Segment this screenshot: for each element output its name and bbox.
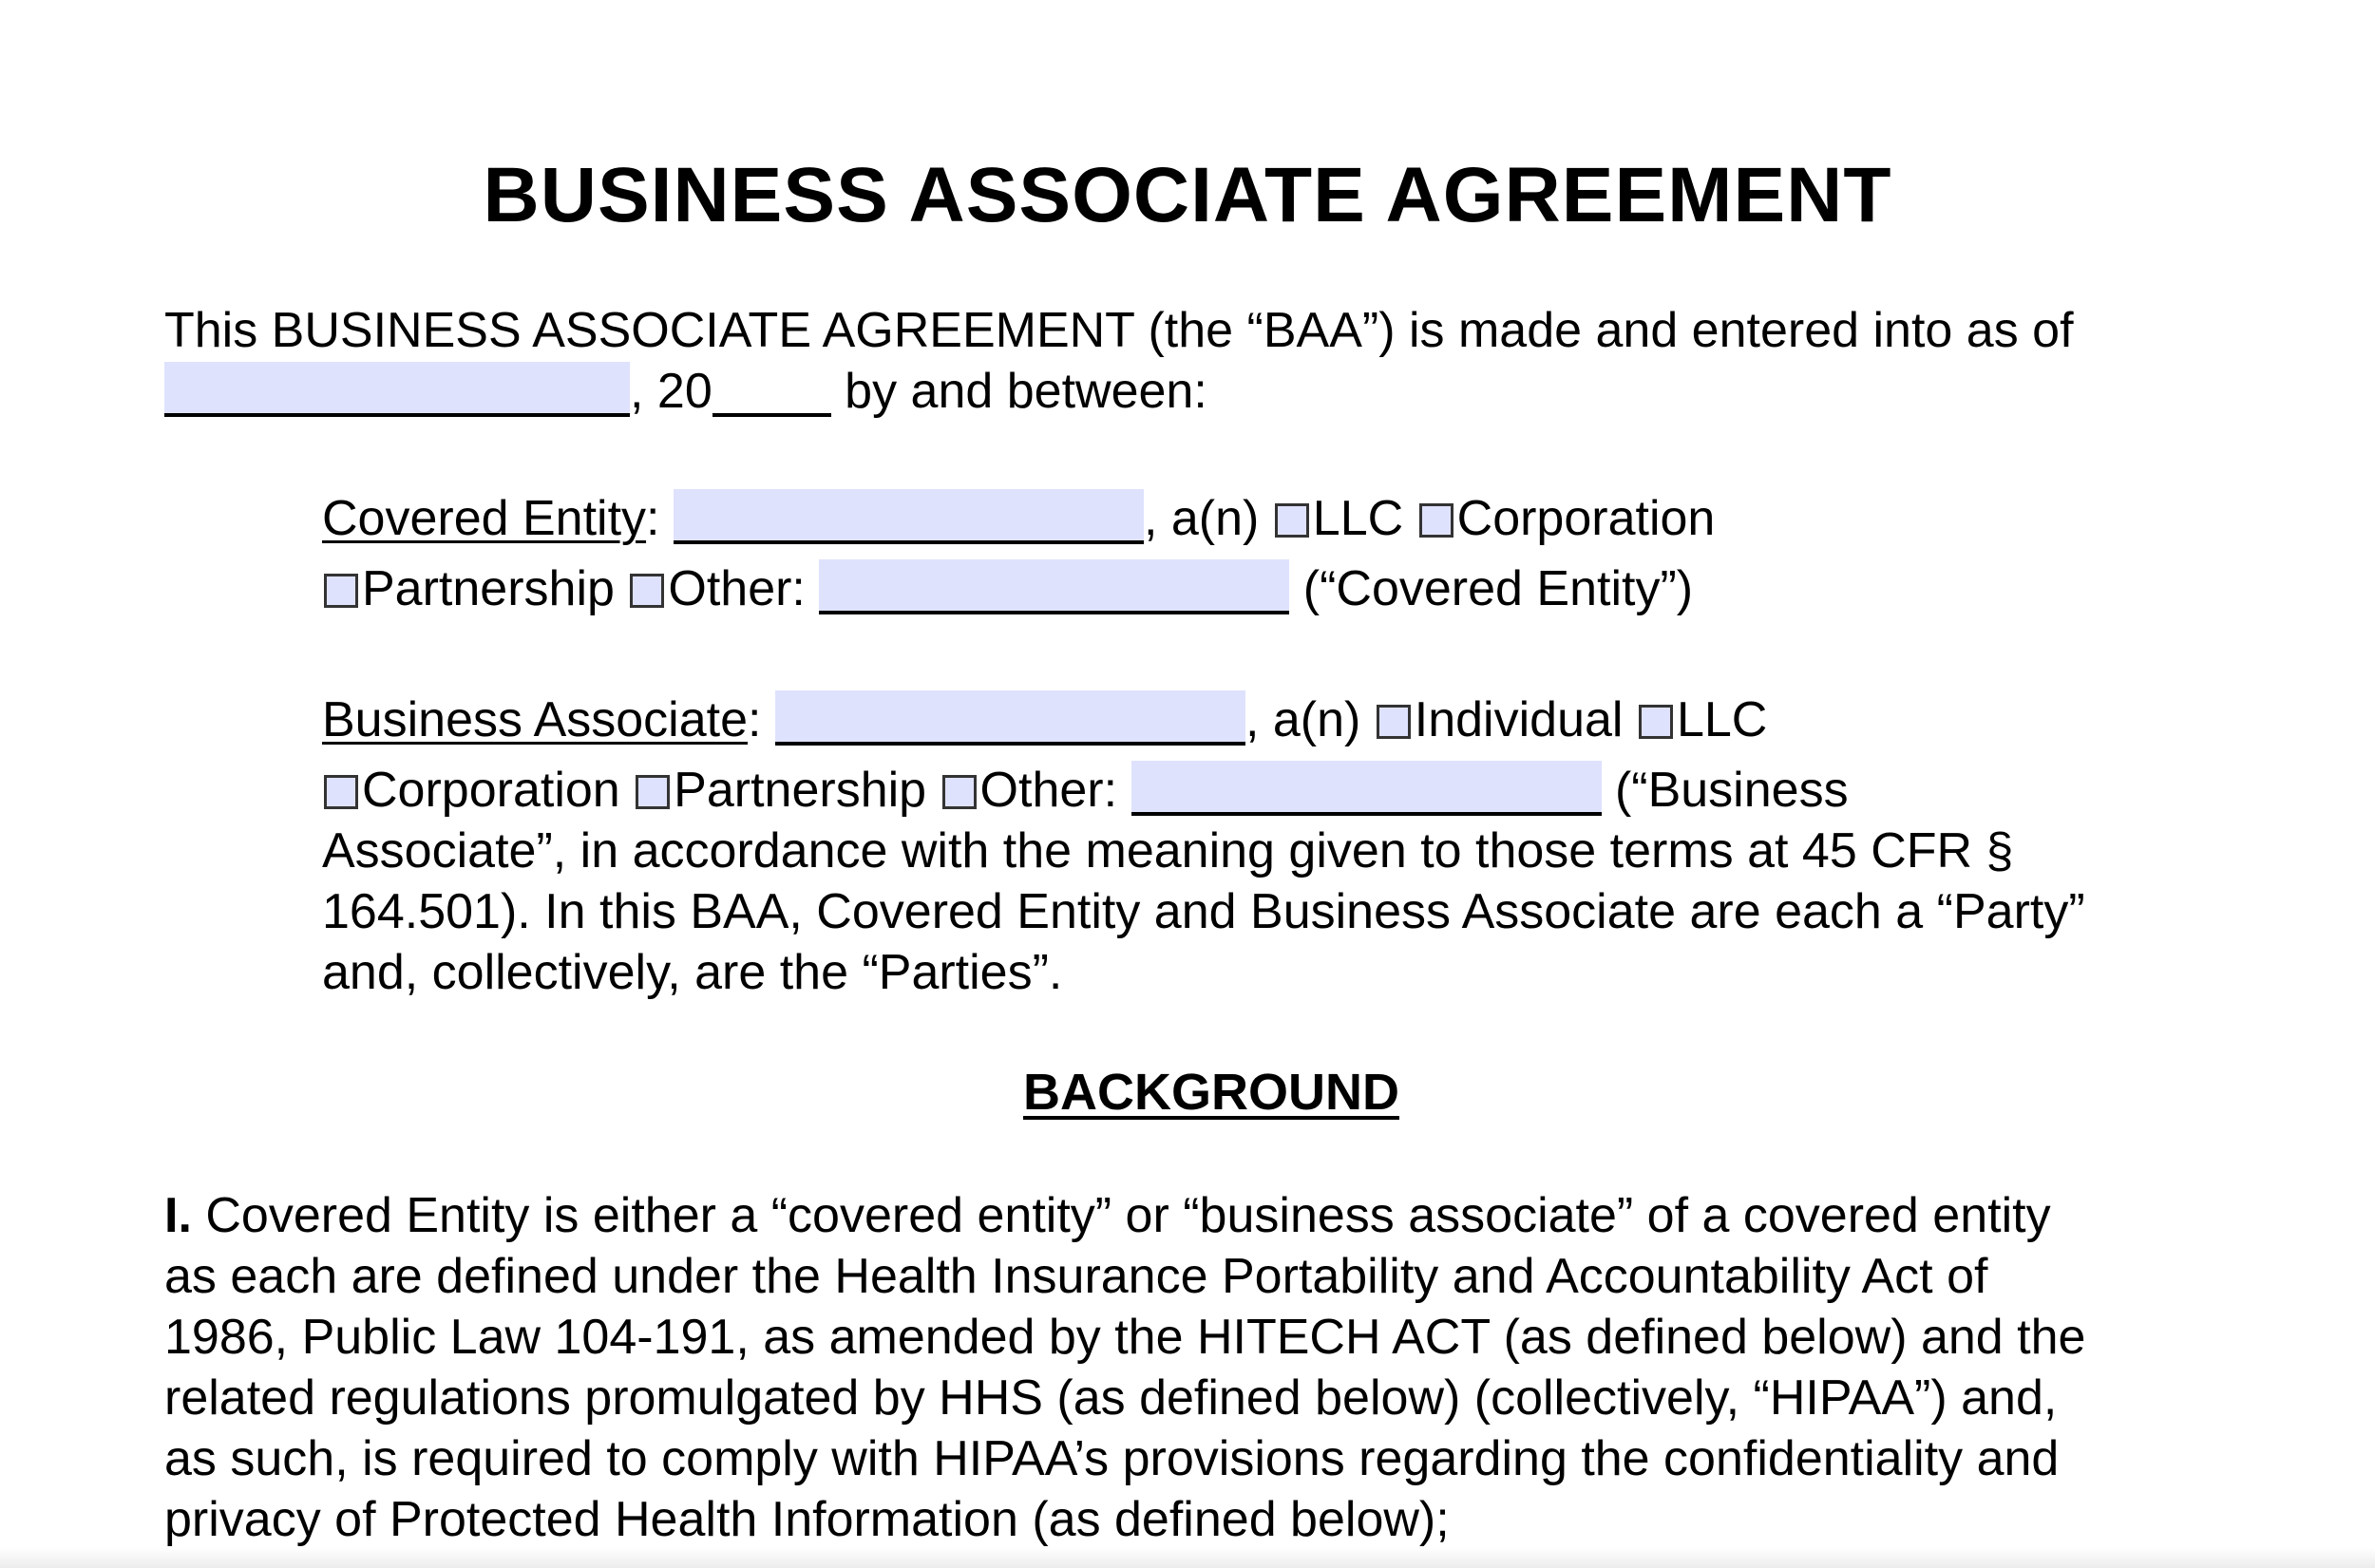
covered-entity-partnership-checkbox[interactable]: [324, 574, 358, 608]
business-associate-colon: :: [748, 692, 762, 747]
year-prefix: , 20: [630, 364, 712, 419]
business-associate-line-4: 164.501). In this BAA, Covered Entity and Business Associate are each a “Party”: [322, 884, 2085, 939]
intro-between-text: by and between:: [830, 364, 1207, 419]
covered-entity-line-1: [322, 488, 1715, 549]
business-associate-line-1: [322, 690, 1767, 750]
background-heading-text: BACKGROUND: [1023, 1064, 1399, 1121]
covered-entity-corporation-label: Corporation: [1456, 491, 1716, 546]
business-associate-other-field[interactable]: [1131, 761, 1602, 816]
business-associate-line-5: and, collectively, are the “Parties”.: [322, 945, 1063, 1000]
covered-entity-colon: :: [646, 491, 660, 546]
background-heading: [0, 1062, 2375, 1123]
page-bottom-shadow: [0, 1547, 2375, 1568]
covered-entity-other-label: Other:: [668, 561, 806, 616]
covered-entity-an-text: , a(n): [1143, 491, 1260, 546]
year-field[interactable]: [712, 362, 831, 417]
intro-line-2: [164, 361, 1207, 422]
covered-entity-name-field[interactable]: [674, 489, 1144, 544]
covered-entity-llc-checkbox[interactable]: [1275, 503, 1309, 538]
business-associate-llc-label: LLC: [1676, 692, 1768, 747]
covered-entity-other-field[interactable]: [819, 559, 1289, 614]
business-associate-individual-checkbox[interactable]: [1377, 705, 1411, 739]
business-associate-an-text: , a(n): [1244, 692, 1361, 747]
section-i-line-2: as each are defined under the Health Insurance Portability and Accountability Act of: [164, 1249, 1988, 1304]
document-title: BUSINESS ASSOCIATE AGREEMENT: [483, 152, 1892, 238]
business-associate-corporation-label: Corporation: [362, 763, 620, 818]
section-i-line-4: related regulations promulgated by HHS (as defined below) (collectively, “HIPAA”) and,: [164, 1370, 2058, 1426]
covered-entity-corporation-checkbox[interactable]: [1419, 503, 1454, 538]
business-associate-partnership-checkbox[interactable]: [636, 775, 670, 809]
business-associate-llc-checkbox[interactable]: [1639, 705, 1673, 739]
business-associate-individual-label: Individual: [1414, 692, 1624, 747]
covered-entity-label: Covered Entity: [322, 491, 647, 546]
business-associate-line-3: Associate”, in accordance with the meaning given to those terms at 45 CFR §: [322, 823, 2014, 878]
business-associate-line-2: [322, 760, 1849, 821]
business-associate-label: Business Associate: [322, 692, 749, 747]
section-i-number: I.: [164, 1188, 192, 1243]
business-associate-closing: (“Business: [1601, 763, 1849, 818]
section-i-line-1: [164, 1185, 2051, 1246]
section-i-line-1-text: Covered Entity is either a “covered entity” or “business associate” of a covered entity: [191, 1188, 2051, 1243]
business-associate-other-label: Other:: [979, 763, 1118, 818]
section-i-line-3: 1986, Public Law 104-191, as amended by the HITECH ACT (as defined below) and the: [164, 1310, 2086, 1365]
covered-entity-line-2: [322, 558, 1693, 619]
covered-entity-partnership-label: Partnership: [362, 561, 615, 616]
covered-entity-closing: (“Covered Entity”): [1289, 561, 1694, 616]
date-field[interactable]: [164, 362, 630, 417]
business-associate-partnership-label: Partnership: [674, 763, 927, 818]
covered-entity-other-checkbox[interactable]: [630, 574, 664, 608]
business-associate-corporation-checkbox[interactable]: [324, 775, 358, 809]
business-associate-name-field[interactable]: [775, 690, 1245, 746]
intro-line-1: This BUSINESS ASSOCIATE AGREEMENT (the “BAA”) is made and entered into as of: [164, 303, 2074, 358]
section-i-line-6: privacy of Protected Health Information (as defined below);: [164, 1492, 1450, 1547]
covered-entity-llc-label: LLC: [1312, 491, 1404, 546]
section-i-line-5: as such, is required to comply with HIPAA’s provisions regarding the confidentiality and: [164, 1431, 2060, 1486]
business-associate-other-checkbox[interactable]: [942, 775, 977, 809]
